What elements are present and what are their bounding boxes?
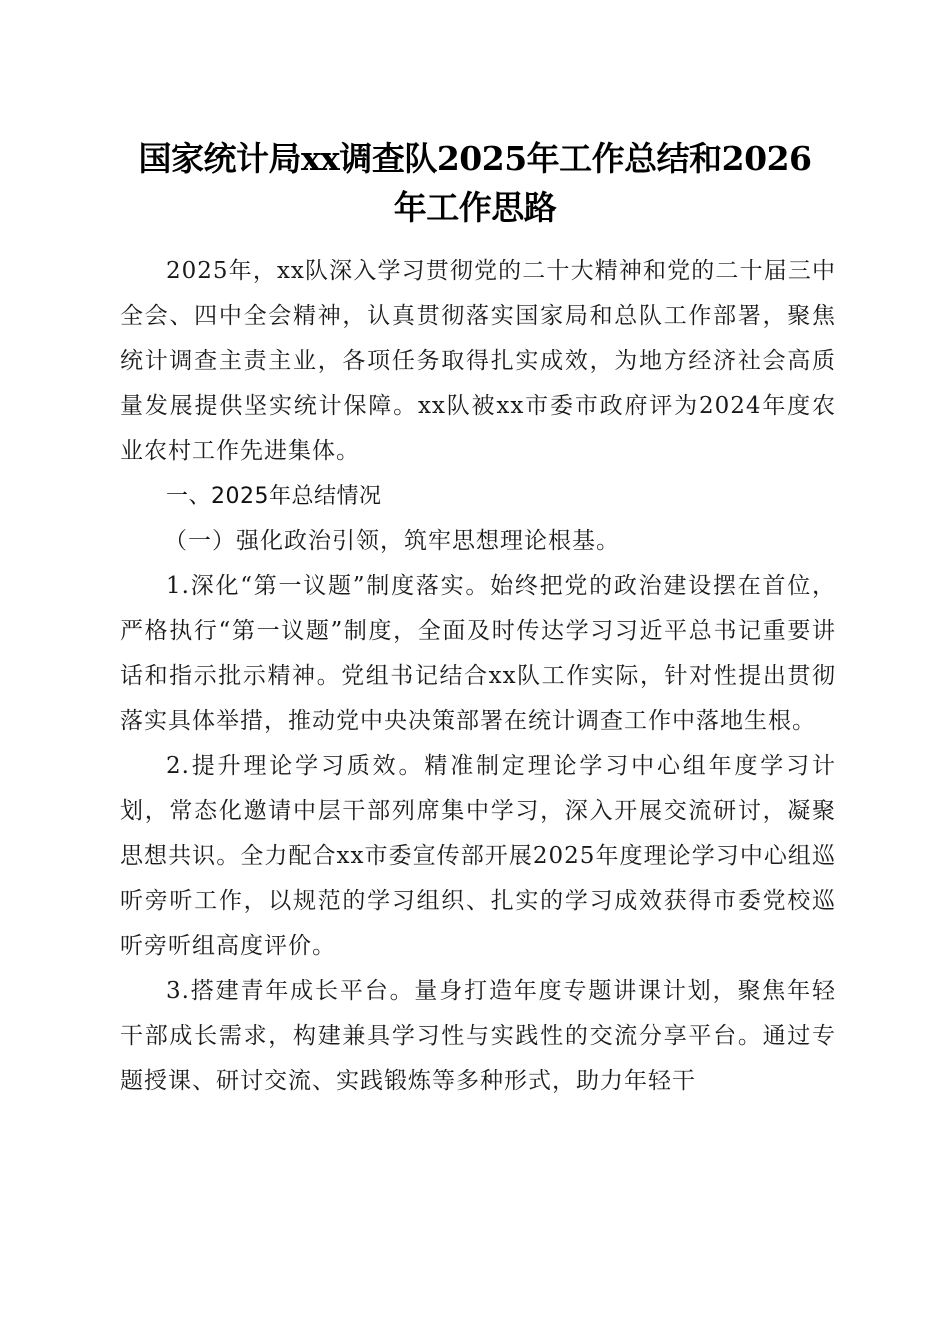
item-3-paragraph: 3.搭建青年成长平台。量身打造年度专题讲课计划，聚焦年轻干部成长需求，构建兼具学习性与实践性的交流分享平台。通过专题授课、研讨交流、实践锻炼等多种形式，助力年轻干	[120, 978, 836, 1094]
item-2-paragraph: 2.提升理论学习质效。精准制定理论学习中心组年度学习计划，常态化邀请中层干部列席集中学习，深入开展交流研讨，凝聚思想共识。全力配合xx市委宣传部开展2025年度理论学习中心组巡听旁听工作，以规范的学习组织、扎实的学习成效获得市委党校巡听旁听组高度评价。	[120, 753, 836, 959]
title-line-2: 年工作思路	[393, 188, 557, 227]
intro-paragraph: 2025年，xx队深入学习贯彻党的二十大精神和党的二十届三中全会、四中全会精神，认真贯彻落实国家局和总队工作部署，聚焦统计调查主责主业，各项任务取得扎实成效，为地方经济社会高质量发展提供坚实统计保障。xx队被xx市委市政府评为2024年度农业农村工作先进集体。	[120, 258, 836, 464]
item-1-paragraph: 1.深化“第一议题”制度落实。始终把党的政治建设摆在首位，严格执行“第一议题”制度，全面及时传达学习习近平总书记重要讲话和指示批示精神。党组书记结合xx队工作实际，针对性提出贯彻落实具体举措，推动党中央决策部署在统计调查工作中落地生根。	[120, 573, 836, 734]
subsection-1-heading: （一）强化政治引领，筑牢思想理论根基。	[164, 528, 620, 554]
title-line-1: 国家统计局xx调查队2025年工作总结和2026	[138, 139, 812, 178]
section-1-heading: 一、2025年总结情况	[166, 484, 382, 509]
document-body	[120, 249, 836, 1104]
document-title	[100, 134, 850, 232]
